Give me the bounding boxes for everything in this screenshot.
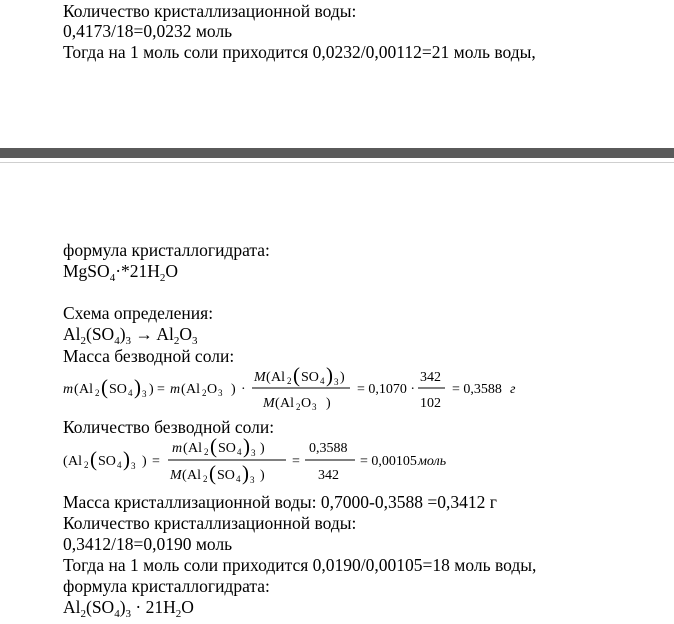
formula-symbol: ) <box>134 375 141 399</box>
formula-symbol: Al <box>68 454 82 469</box>
formula-part: · 21H <box>131 597 176 617</box>
formula-sub: 2 <box>95 388 100 398</box>
formula-part: (SO <box>86 597 115 617</box>
text-line: Тогда на 1 моль соли приходится 0,0190/0,00105=18 моль воды, <box>63 555 537 575</box>
formula-symbol: SO <box>218 441 236 456</box>
formula-sub: 4 <box>109 272 116 284</box>
formula-unit: г <box>510 382 516 397</box>
text-line: Схема определения: <box>63 303 214 323</box>
formula-symbol: m <box>172 441 183 456</box>
formula-symbol: ) <box>326 363 333 387</box>
text-line: Масса кристаллизационной воды: 0,7000-0,3588 =0,3412 г <box>63 492 497 512</box>
formula-unit: моль <box>418 454 447 469</box>
formula-symbol: Al <box>186 382 200 397</box>
formula-symbol: SO <box>109 382 127 397</box>
formula-symbol: ) <box>149 382 154 397</box>
amount-formula <box>60 434 620 488</box>
formula-part: Al <box>156 324 174 344</box>
formula-part: ) <box>119 597 126 617</box>
formula-symbol: Al <box>188 441 202 456</box>
formula-symbol: ) <box>231 382 236 397</box>
formula-part: ) <box>119 324 126 344</box>
formula-sub: 3 <box>250 475 255 485</box>
formula-value: = 0,00105 <box>360 454 417 469</box>
formula-symbol: m <box>63 382 74 397</box>
formula-sub: 3 <box>218 388 223 398</box>
formula-symbol: ( <box>63 454 68 469</box>
formula-symbol: ( <box>181 382 186 397</box>
text-line: 0,4173/18=0,0232 моль <box>63 21 233 41</box>
formula-symbol: ) <box>123 447 130 471</box>
formula-part: (SO <box>86 324 115 344</box>
page-break-divider <box>0 148 674 158</box>
text-line: формула кристаллогидрата: <box>63 240 270 260</box>
formula-sub: 3 <box>251 448 256 458</box>
formula-value: 0,3588 <box>309 441 348 456</box>
formula-part: Al <box>63 324 81 344</box>
formula-symbol: ) <box>243 434 250 458</box>
formula-symbol: · <box>241 382 246 397</box>
formula-symbol: ) <box>260 441 265 456</box>
formula-sub: 4 <box>114 335 120 347</box>
formula-sub: 2 <box>287 376 292 386</box>
formula-symbol: ( <box>293 363 300 387</box>
page-break-thin-line <box>0 162 674 163</box>
arrow-symbol: → <box>131 324 157 344</box>
text-line: Количество безводной соли: <box>63 417 275 437</box>
formula-symbol: Al <box>79 382 93 397</box>
formula-symbol: ( <box>275 396 280 411</box>
formula-symbol: M <box>263 396 275 411</box>
formula-sub: 3 <box>125 608 132 620</box>
formula-sub: 2 <box>203 474 208 484</box>
formula-value: 342 <box>318 468 339 483</box>
formula-sub: 4 <box>237 447 242 457</box>
formula-value: = 0,3588 <box>452 382 502 397</box>
mass-formula <box>60 363 620 414</box>
formula-sub: 4 <box>236 474 241 484</box>
formula-sub: 3 <box>125 335 132 347</box>
formula-part: ·*21H <box>115 261 160 281</box>
formula-symbol: = <box>292 454 300 469</box>
formula-sub: 4 <box>114 608 120 620</box>
formula-sub: 4 <box>320 376 325 386</box>
formula-sub: 2 <box>84 460 89 470</box>
text-line: Тогда на 1 моль соли приходится 0,0232/0,00112=21 моль воды, <box>63 42 536 62</box>
formula-value: 102 <box>420 396 441 411</box>
text-line: формула кристаллогидрата: <box>63 576 270 596</box>
formula-line <box>63 597 194 620</box>
formula-symbol: = <box>152 454 160 469</box>
formula-sub: 3 <box>334 377 339 387</box>
formula-line <box>63 261 179 284</box>
formula-symbol: ( <box>209 461 216 485</box>
formula-sub: 2 <box>175 608 182 620</box>
formula-part: O <box>165 261 179 281</box>
formula-sub: 2 <box>80 608 86 620</box>
formula-symbol: Al <box>271 370 285 385</box>
formula-symbol: ( <box>183 441 188 456</box>
formula-symbol: M <box>254 370 266 385</box>
formula-symbol: Al <box>280 396 294 411</box>
formula-symbol: O <box>301 396 312 411</box>
formula-symbol: ( <box>74 382 79 397</box>
text-line: Количество кристаллизационной воды: <box>63 513 357 533</box>
text-line: 0,3412/18=0,0190 моль <box>63 534 233 554</box>
formula-sub: 4 <box>117 460 122 470</box>
formula-symbol: Al <box>187 468 201 483</box>
formula-sub: 3 <box>191 335 198 347</box>
formula-sub: 3 <box>142 389 147 399</box>
formula-symbol: SO <box>217 468 235 483</box>
formula-sub: 2 <box>204 447 209 457</box>
formula-symbol: M <box>170 468 182 483</box>
formula-part: O <box>179 324 192 344</box>
formula-value: 342 <box>420 370 441 385</box>
formula-symbol: ) <box>242 461 249 485</box>
formula-symbol: ) <box>340 370 345 385</box>
formula-symbol: SO <box>301 370 319 385</box>
formula-sub: 2 <box>202 388 207 398</box>
formula-symbol: ( <box>182 468 187 483</box>
formula-part: Al <box>63 597 81 617</box>
formula-value: = 0,1070 · <box>357 382 416 397</box>
formula-symbol: ) <box>260 468 265 483</box>
formula-sub: 2 <box>80 335 86 347</box>
text-line: Масса безводной соли: <box>63 346 235 366</box>
formula-sub: 2 <box>173 335 180 347</box>
formula-sub: 2 <box>296 402 301 412</box>
formula-symbol: ( <box>210 434 217 458</box>
formula-symbol: ) <box>326 396 331 411</box>
formula-symbol: m <box>170 382 181 397</box>
formula-symbol: SO <box>98 454 116 469</box>
formula-sub: 3 <box>131 461 136 471</box>
formula-part: O <box>181 597 194 617</box>
formula-symbol: ( <box>266 370 271 385</box>
formula-symbol: ) <box>142 454 147 469</box>
formula-symbol: O <box>207 382 218 397</box>
formula-symbol: ( <box>90 447 97 471</box>
formula-symbol: = <box>157 382 165 397</box>
formula-symbol: ( <box>101 375 108 399</box>
scheme-line <box>63 324 198 347</box>
formula-sub: 2 <box>159 272 166 284</box>
text-line: Количество кристаллизационной воды: <box>63 1 357 21</box>
formula-part: MgSO <box>63 261 110 281</box>
formula-sub: 3 <box>312 402 317 412</box>
formula-sub: 4 <box>128 388 133 398</box>
